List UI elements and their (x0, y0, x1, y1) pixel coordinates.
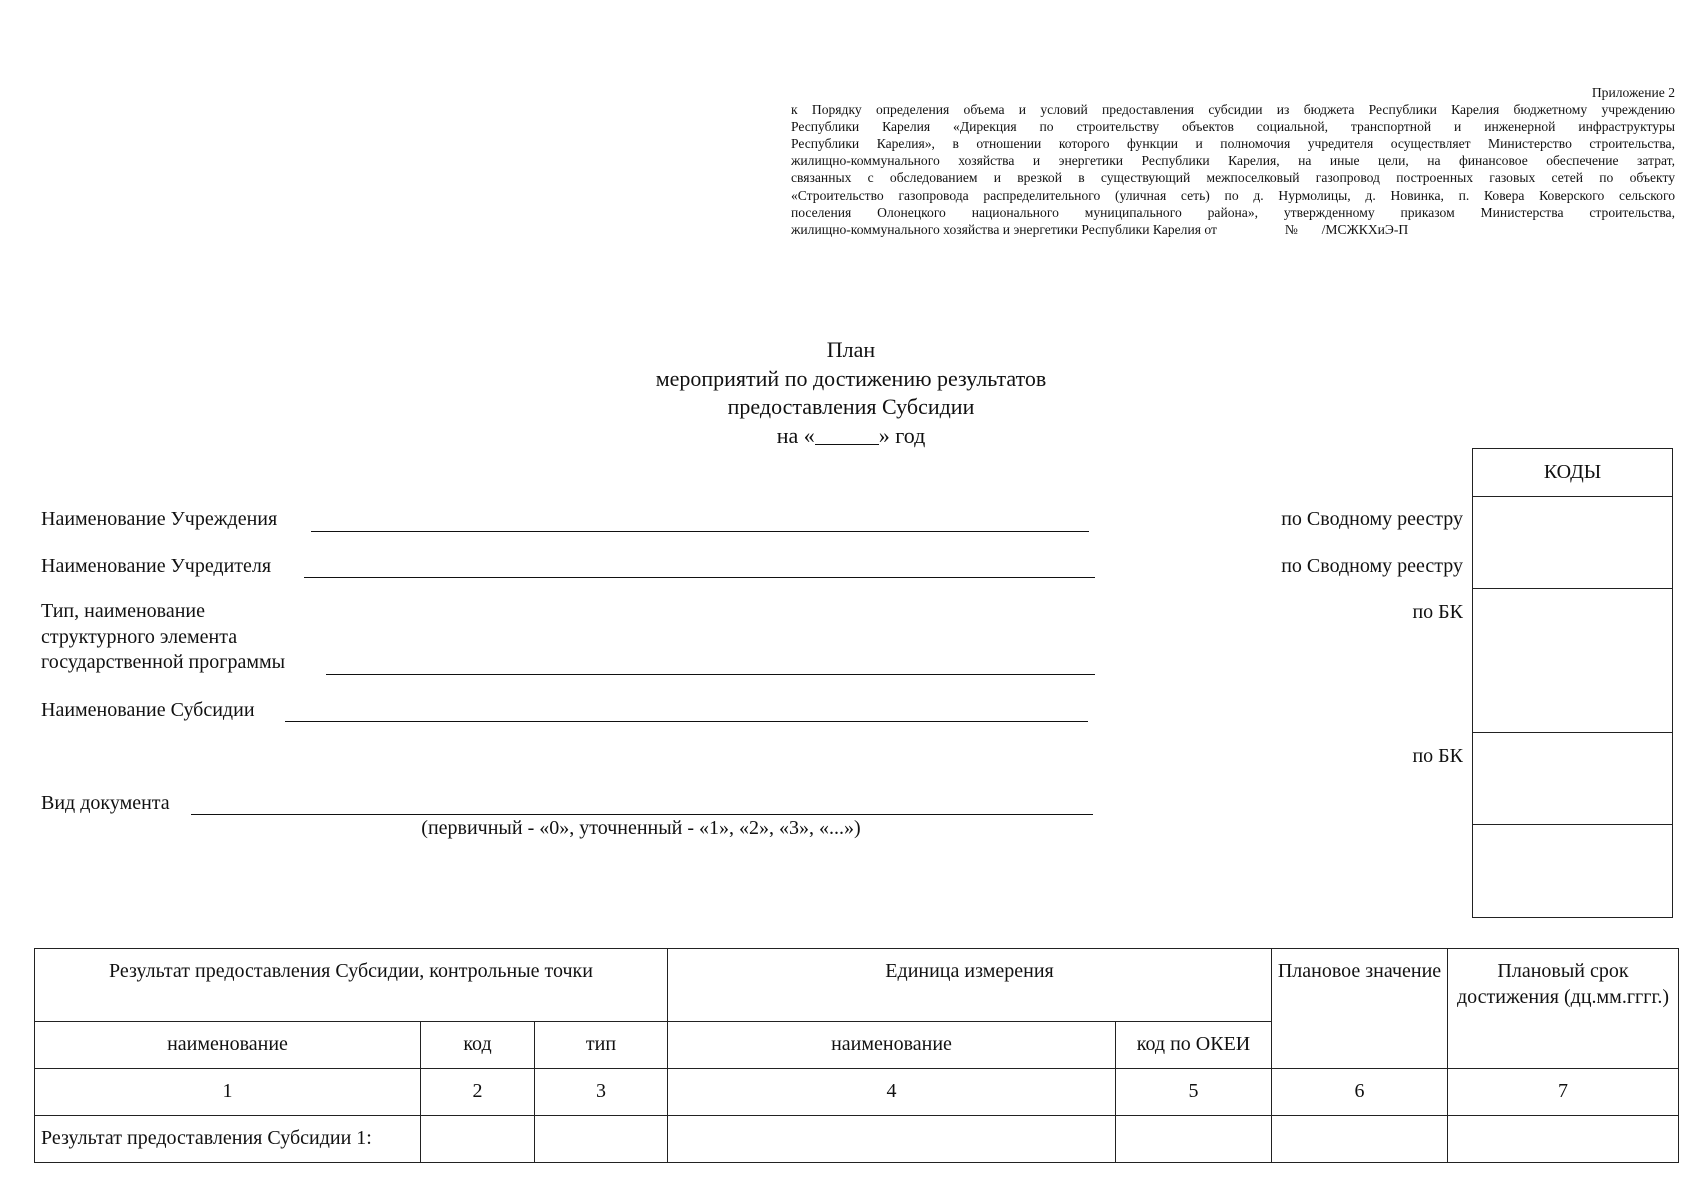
founder-label: Наименование Учредителя (41, 555, 272, 577)
unit-header: Единица измерения (668, 949, 1272, 1022)
result-1-unit-name-cell[interactable] (668, 1116, 1116, 1163)
codes-label-bk-1: по БК (1412, 601, 1463, 623)
doc-type-field[interactable] (191, 814, 1093, 815)
institution-field[interactable] (311, 531, 1089, 532)
appendix-block (791, 84, 1675, 238)
appendix-line: поселения Олонецкого национального муниципального района», утвержденному приказом Министерства строительства, (791, 204, 1675, 220)
appendix-title: Приложение 2 (1591, 85, 1675, 100)
col-unit-name-header: наименование (668, 1022, 1116, 1069)
appendix-line: Республики Карелия», в отношении которого функции и полномочия учредителя осуществляет Министерство строительства, (791, 136, 1675, 152)
col-number: 6 (1272, 1069, 1448, 1116)
table-row (35, 1116, 1679, 1163)
program-label-line: структурного элемента (41, 625, 238, 648)
table-header-row (35, 949, 1679, 1022)
year-suffix: » год (878, 422, 926, 448)
doc-type-hint: (первичный - «0», уточненный - «1», «2», «3», «...») (421, 817, 861, 839)
year-prefix: на « (776, 422, 815, 448)
col-number: 2 (421, 1069, 535, 1116)
year-blank[interactable] (815, 426, 879, 445)
table-number-row (35, 1069, 1679, 1116)
col-code-header: код (421, 1022, 535, 1069)
appendix-line: к Порядку определения объема и условий предоставления субсидии из бюджета Республики Карелия бюджетному учреждению (791, 102, 1675, 118)
col-name-header: наименование (35, 1022, 421, 1069)
result-header: Результат предоставления Субсидии, контрольные точки (35, 949, 668, 1022)
plan-value-header: Плановое значение (1272, 949, 1448, 1069)
codes-cell-registry[interactable] (1473, 496, 1672, 589)
plan-title (531, 336, 1171, 450)
doc-type-label: Вид документа (41, 792, 170, 814)
codes-cell-bk-1[interactable] (1473, 588, 1672, 733)
codes-cell-extra[interactable] (1473, 824, 1672, 918)
program-label (41, 599, 285, 676)
result-1-plan-value-cell[interactable] (1272, 1116, 1448, 1163)
codes-box (1472, 448, 1673, 918)
plan-date-header: Плановый срок достижения (дц.мм.гггг.) (1448, 949, 1679, 1069)
col-number: 5 (1116, 1069, 1272, 1116)
subsidy-field[interactable] (285, 721, 1088, 722)
program-label-line: государственной программы (41, 651, 286, 673)
appendix-line: Республики Карелия «Дирекция по строительству объектов социальной, транспортной и инженерной инфраструктуры (791, 119, 1675, 135)
codes-label-registry-2: по Сводному реестру (1281, 555, 1463, 577)
result-1-code-cell[interactable] (421, 1116, 535, 1163)
plan-title-line: предоставления Субсидии (727, 394, 975, 419)
appendix-line: жилищно-коммунального хозяйства и энергетики Республики Карелия, на иные цели, на финансовое обеспечение затрат, (791, 153, 1675, 169)
codes-cell-bk-2[interactable] (1473, 732, 1672, 825)
founder-field[interactable] (304, 577, 1095, 578)
results-table (34, 948, 1679, 1163)
subsidy-label: Наименование Субсидии (41, 699, 255, 721)
result-1-type-cell[interactable] (535, 1116, 668, 1163)
plan-title-line: План (826, 337, 876, 362)
col-type-header: тип (535, 1022, 668, 1069)
plan-title-line: мероприятий по достижению результатов (655, 365, 1047, 391)
appendix-line: связанных с обследованием и врезкой в существующий межпоселковый газопровод построенных газовых сетей по объекту (791, 170, 1675, 186)
result-1-label: Результат предоставления Субсидии 1: (35, 1116, 421, 1163)
program-label-line: Тип, наименование (41, 600, 205, 622)
appendix-line: «Строительство газопровода распределительного (уличная сеть) по д. Нурмолицы, д. Новинка, п. Ковера Коверского сельского (791, 187, 1675, 203)
codes-header: КОДЫ (1543, 461, 1602, 483)
result-1-okei-cell[interactable] (1116, 1116, 1272, 1163)
codes-label-registry-1: по Сводному реестру (1281, 508, 1463, 530)
col-number: 4 (668, 1069, 1116, 1116)
plan-year-line (531, 422, 1171, 451)
institution-label: Наименование Учреждения (41, 508, 278, 530)
appendix-line: жилищно-коммунального хозяйства и энергетики Республики Карелия от № /МСЖКХиЭ-П (791, 221, 1409, 237)
col-number: 3 (535, 1069, 668, 1116)
col-okei-header: код по ОКЕИ (1116, 1022, 1272, 1069)
result-1-plan-date-cell[interactable] (1448, 1116, 1679, 1163)
col-number: 7 (1448, 1069, 1679, 1116)
col-number: 1 (35, 1069, 421, 1116)
program-field[interactable] (326, 674, 1095, 675)
codes-label-bk-2: по БК (1412, 745, 1463, 767)
